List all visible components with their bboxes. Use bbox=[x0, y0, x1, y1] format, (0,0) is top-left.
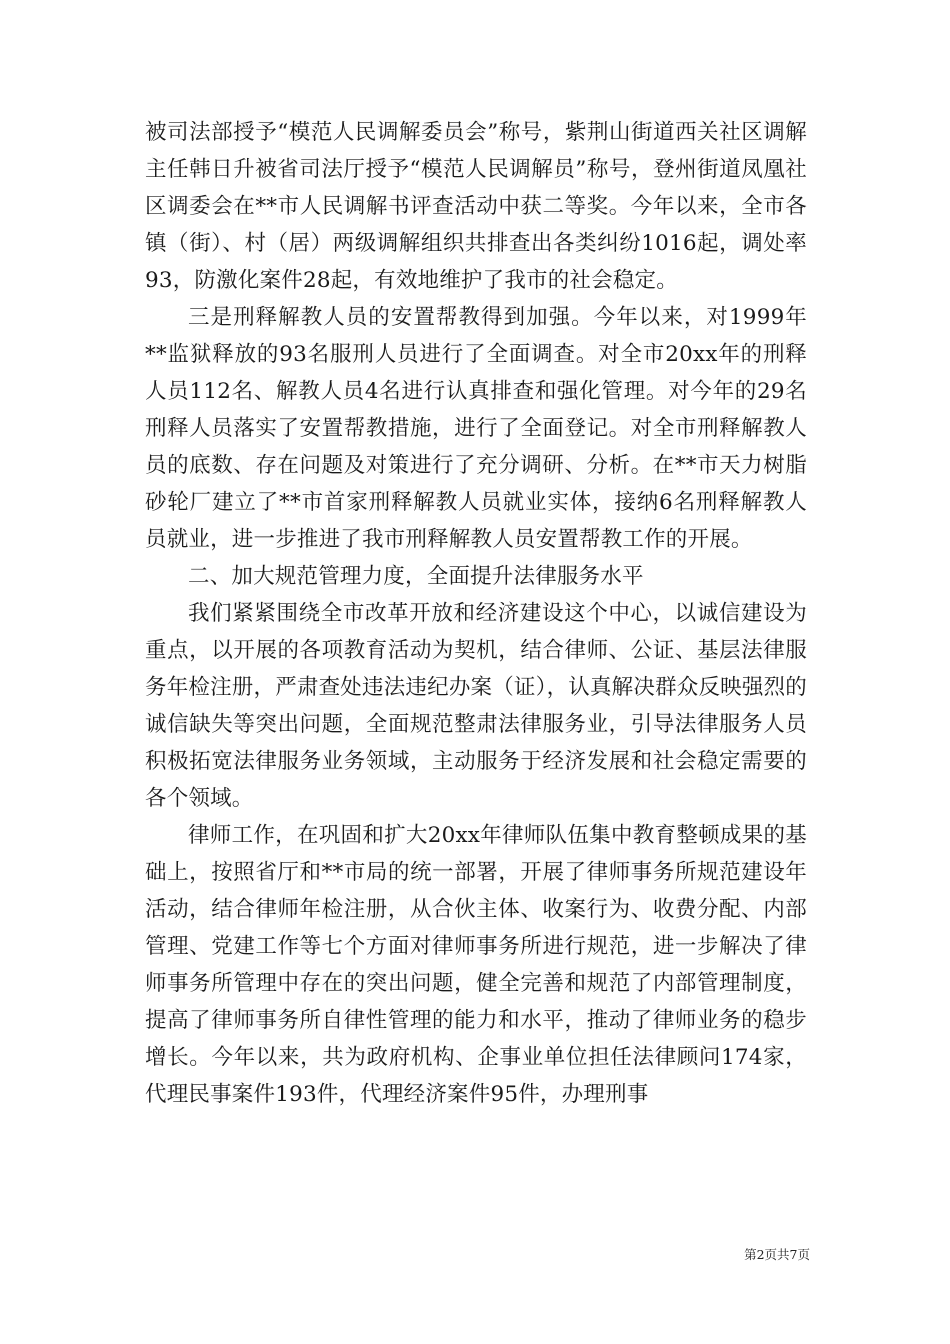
paragraph-resettlement: 三是刑释解教人员的安置帮教得到加强。今年以来，对1999年**监狱释放的93名服刑人员进行了全面调查。对全市20xx年的刑释人员112名、解教人员4名进行认真排查和强化管理。对今年的29名刑释人员落实了安置帮教措施，进行了全面登记。对全市刑释解教人员的底数、存在问题及对策进行了充分调研、分析。在**市天力树脂砂轮厂建立了**市首家刑释解教人员就业实体，接纳6名刑释解教人员就业，进一步推进了我市刑释解教人员安置帮教工作的开展。 bbox=[145, 305, 807, 552]
page-number: 第2页共7页 bbox=[744, 1247, 810, 1262]
paragraph-legal-services: 我们紧紧围绕全市改革开放和经济建设这个中心，以诚信建设为重点，以开展的各项教育活动为契机，结合律师、公证、基层法律服务年检注册，严肃查处违法违纪办案（证），认真解决群众反映强烈的诚信缺失等突出问题，全面规范整肃法律服务业，引导法律服务人员积极拓宽法律服务业务领域，主动服务于经济发展和社会稳定需要的各个领域。 bbox=[145, 601, 807, 811]
paragraph-continued: 被司法部授予“模范人民调解委员会”称号，紫荆山街道西关社区调解主任韩日升被省司法厅授予“模范人民调解员”称号，登州街道凤凰社区调委会在**市人民调解书评查活动中获二等奖。今年以来，全市各镇（街）、村（居）两级调解组织共排查出各类纠纷1016起，调处率93，防激化案件28起，有效地维护了我市的社会稳定。 bbox=[145, 120, 807, 293]
paragraph-lawyer-work: 律师工作，在巩固和扩大20xx年律师队伍集中教育整顿成果的基础上，按照省厅和**市局的统一部署，开展了律师事务所规范建设年活动，结合律师年检注册，从合伙主体、收案行为、收费分配、内部管理、党建工作等七个方面对律师事务所进行规范，进一步解决了律师事务所管理中存在的突出问题，健全完善和规范了内部管理制度，提高了律师事务所自律性管理的能力和水平，推动了律师业务的稳步增长。今年以来，共为政府机构、企事业单位担任法律顾问174家，代理民事案件193件，代理经济案件95件，办理刑事 bbox=[145, 823, 807, 1107]
document-body bbox=[145, 114, 807, 1113]
section-heading: 二、加大规范管理力度，全面提升法律服务水平 bbox=[188, 564, 644, 589]
